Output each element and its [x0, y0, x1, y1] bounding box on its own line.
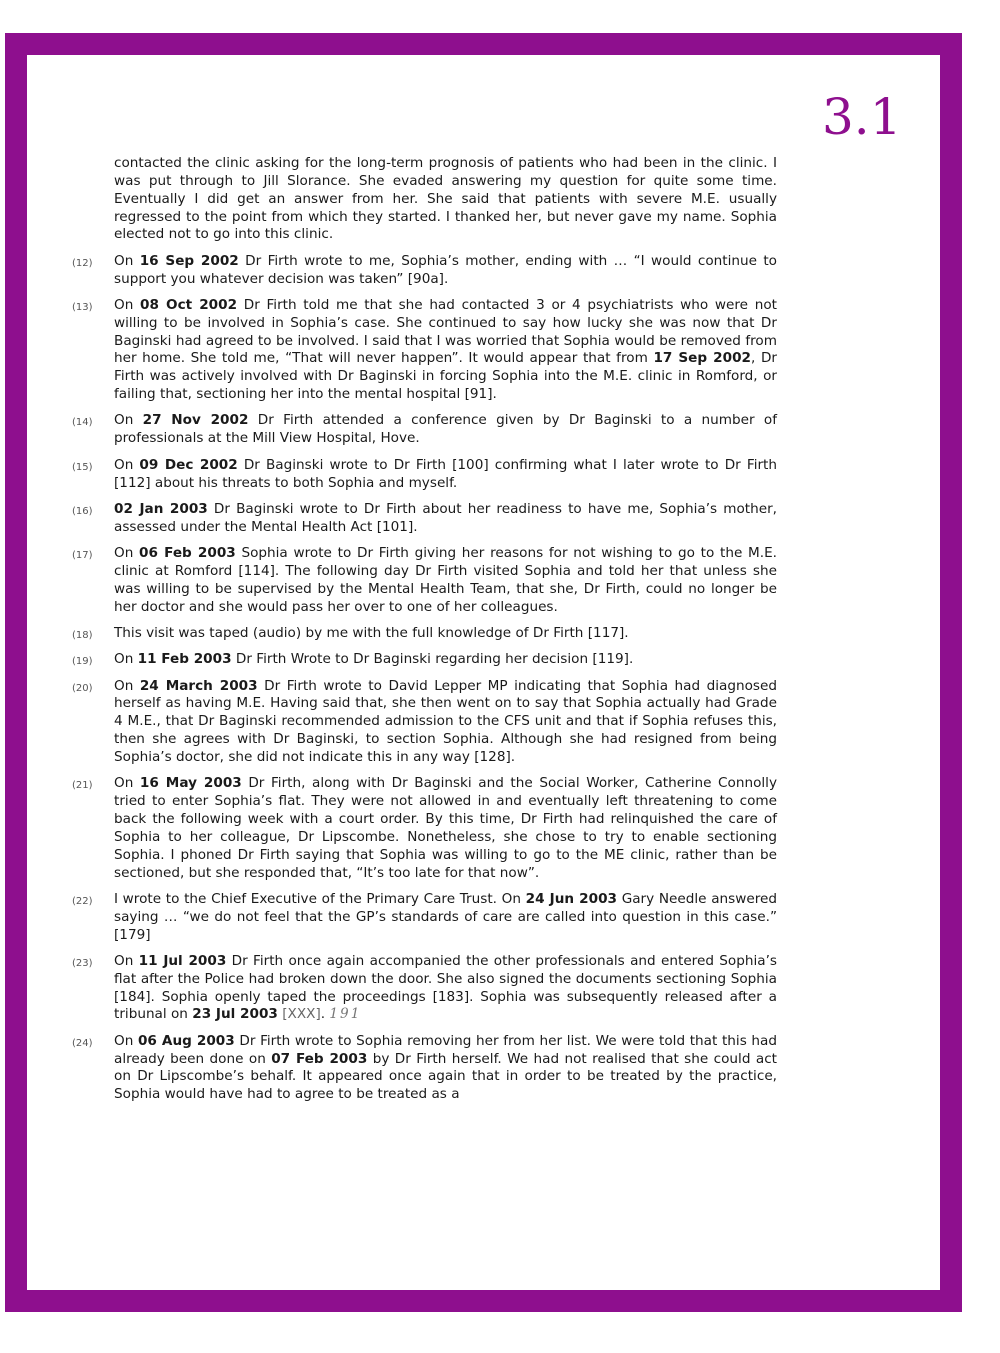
date-emphasis: 07 Feb 2003 — [271, 1050, 368, 1067]
paragraph — [72, 1032, 777, 1104]
paragraph — [72, 412, 778, 448]
paragraph-number: (18) — [72, 629, 93, 641]
date-emphasis: 09 Dec 2002 — [139, 456, 238, 473]
paragraph-text: Dr Firth attended a conference given by Dr Baginski to a number of professionals at the Mill View Hospital, Hove. — [114, 412, 778, 447]
date-emphasis: 27 Nov 2002 — [142, 412, 249, 429]
paragraph-text: Dr Firth told me that she had contacted 3 or 4 psychiatrists who were not willing to be involved in Sophia’s case. She continued to say how lucky she was now that Dr Baginski had agreed to be involved. I said that I was worried that Sophia would be removed from her home. She told me, “That will never happen”. It would appear that from — [114, 296, 777, 367]
paragraph-text: This visit was taped (audio) by me with the full knowledge of Dr Firth [117]. — [114, 624, 629, 641]
paragraph-text: [XXX] — [282, 1006, 321, 1023]
paragraph-number: (19) — [72, 656, 93, 668]
date-emphasis: 24 March 2003 — [139, 677, 258, 694]
date-emphasis: 08 Oct 2002 — [140, 296, 238, 313]
paragraph-text: , Dr Firth was actively involved with Dr Baginski in forcing Sophia into the M.E. clinic in Romford, or failing that, sectioning her into the mental hospital [91]. — [114, 350, 777, 403]
date-emphasis: 17 Sep 2002 — [653, 350, 751, 367]
paragraph-number: (24) — [72, 1037, 93, 1049]
paragraph-text: On — [114, 456, 140, 473]
paragraph — [72, 456, 778, 493]
paragraph-text: Dr Firth Wrote to Dr Baginski regarding her decision [119]. — [231, 651, 634, 668]
date-emphasis: 02 Jan 2003 — [114, 500, 208, 517]
paragraph-text: On — [114, 775, 140, 792]
paragraph-text: Dr Firth wrote to Sophia removing her from her list. We were told that this had already been done on — [114, 1032, 777, 1067]
paragraph-text: On — [114, 545, 140, 562]
date-emphasis: 16 May 2003 — [139, 775, 242, 792]
paragraph-text: Dr Firth once again accompanied the other professionals and entered Sophia’s flat after the Police had broken down the door. She also signed the documents sectioning Sophia [184]. Sophia openly taped the proceedings [183]. Sophia was subsequently released after a tribunal on — [114, 952, 777, 1023]
paragraph-number: (15) — [72, 461, 93, 473]
paragraph — [72, 545, 777, 616]
paragraph-number: (22) — [72, 895, 93, 907]
paragraph-text: On — [114, 412, 143, 429]
paragraph-number: (16) — [72, 505, 93, 517]
paragraph — [72, 500, 778, 537]
paragraph-text: Gary Needle answered saying … “we do not feel that the GP’s standards of care are called into question in this case.” [179] — [114, 890, 777, 943]
paragraph — [72, 775, 777, 882]
paragraph — [72, 651, 777, 669]
paragraph-text: Dr Baginski wrote to Dr Firth [100] confirming what I later wrote to Dr Firth [112] about his threats to both Sophia and myself. — [114, 456, 778, 491]
paragraph-text: Sophia wrote to Dr Firth giving her reasons for not wishing to go to the M.E. clinic at Romford [114]. The following day Dr Firth visited Sophia and told her that unless she was willing to be supervised by the Mental Health Team, that she, Dr Firth, could no longer be her doctor and she would pass her over to one of her colleagues. — [114, 545, 777, 615]
document-body — [72, 155, 778, 1113]
paragraph-text: On — [114, 651, 138, 668]
date-emphasis: 23 Jul 2003 — [192, 1006, 278, 1023]
paragraph-text: On — [114, 1032, 138, 1049]
paragraph-text: On — [114, 252, 140, 269]
paragraph-number: (14) — [72, 417, 93, 429]
paragraph — [72, 890, 777, 945]
paragraph-text: Dr Baginski wrote to Dr Firth about her readiness to have me, Sophia’s mother, assessed under the Mental Health Act [101]. — [114, 500, 778, 535]
date-emphasis: 11 Feb 2003 — [137, 651, 232, 668]
paragraph-text: Dr Firth, along with Dr Baginski and the Social Worker, Catherine Connolly tried to enter Sophia’s flat. They were not allowed in and eventually left threatening to come back the following week with a court order. By this time, Dr Firth had relinquished the care of Sophia to her colleague, Dr Lipscombe. Nonetheless, she chose to try to enable sectioning Sophia. I phoned Dr Firth saying that Sophia was willing to go to the ME clinic, rather than be sectioned, but she responded that, “It’s too late for that now”. — [114, 775, 777, 881]
paragraph-number: (21) — [72, 780, 93, 792]
paragraph-number: (23) — [72, 957, 93, 969]
paragraph-text: . — [320, 1006, 330, 1023]
paragraph-text: Dr Firth wrote to me, Sophia’s mother, ending with … “I would continue to support you whatever decision was taken” [90a]. — [114, 252, 777, 287]
page-number-label: 3.1 — [822, 88, 902, 146]
paragraph-text: On — [114, 952, 139, 969]
paragraph-number: (17) — [72, 550, 93, 562]
date-emphasis: 06 Feb 2003 — [139, 545, 236, 562]
paragraph — [72, 624, 777, 643]
paragraph — [72, 296, 777, 404]
date-emphasis: 11 Jul 2003 — [138, 952, 227, 969]
paragraph-text: contacted the clinic asking for the long-term prognosis of patients who had been in the clinic. I was put through to Jill Slorance. She evaded answering my question for quite some time. Eventually I did get an answer from her. She said that patients with severe M.E. usually regressed to the point from which they started. I thanked her, but never gave my name. Sophia elected not to go into this clinic. — [114, 155, 777, 243]
paragraph — [72, 677, 778, 767]
paragraph-text: On — [114, 677, 140, 694]
paragraph-text: On — [114, 296, 140, 313]
paragraph-text: by Dr Firth herself. We had not realised that she could act on Dr Lipscombe’s behalf. It appeared once again that in order to be treated by the practice, Sophia would have had to agree to be treated as a — [114, 1050, 777, 1103]
paragraph-number: (13) — [72, 301, 93, 313]
paragraph-number: (12) — [72, 257, 93, 269]
paragraph — [72, 952, 777, 1024]
paragraph-number: (20) — [72, 682, 93, 694]
paragraph — [114, 155, 777, 244]
date-emphasis: 16 Sep 2002 — [139, 252, 239, 269]
paragraph-text: Dr Firth wrote to David Lepper MP indicating that Sophia had diagnosed herself as having M.E. Having said that, she then went on to say that Sophia actually had Grade 4 M.E., that Dr Baginski recommended admission to the CFS unit and that if Sophia refuses this, then she agrees with Dr Baginski, to section Sophia. Although she had resigned from being Sophia’s doctor, she did not indicate this in any way [128]. — [114, 677, 778, 765]
date-emphasis: 24 Jun 2003 — [525, 890, 618, 907]
handwritten-annotation: 191 — [329, 1006, 362, 1023]
paragraph — [72, 252, 777, 289]
paragraph-text: I wrote to the Chief Executive of the Primary Care Trust. On — [114, 890, 526, 907]
date-emphasis: 06 Aug 2003 — [137, 1032, 235, 1049]
